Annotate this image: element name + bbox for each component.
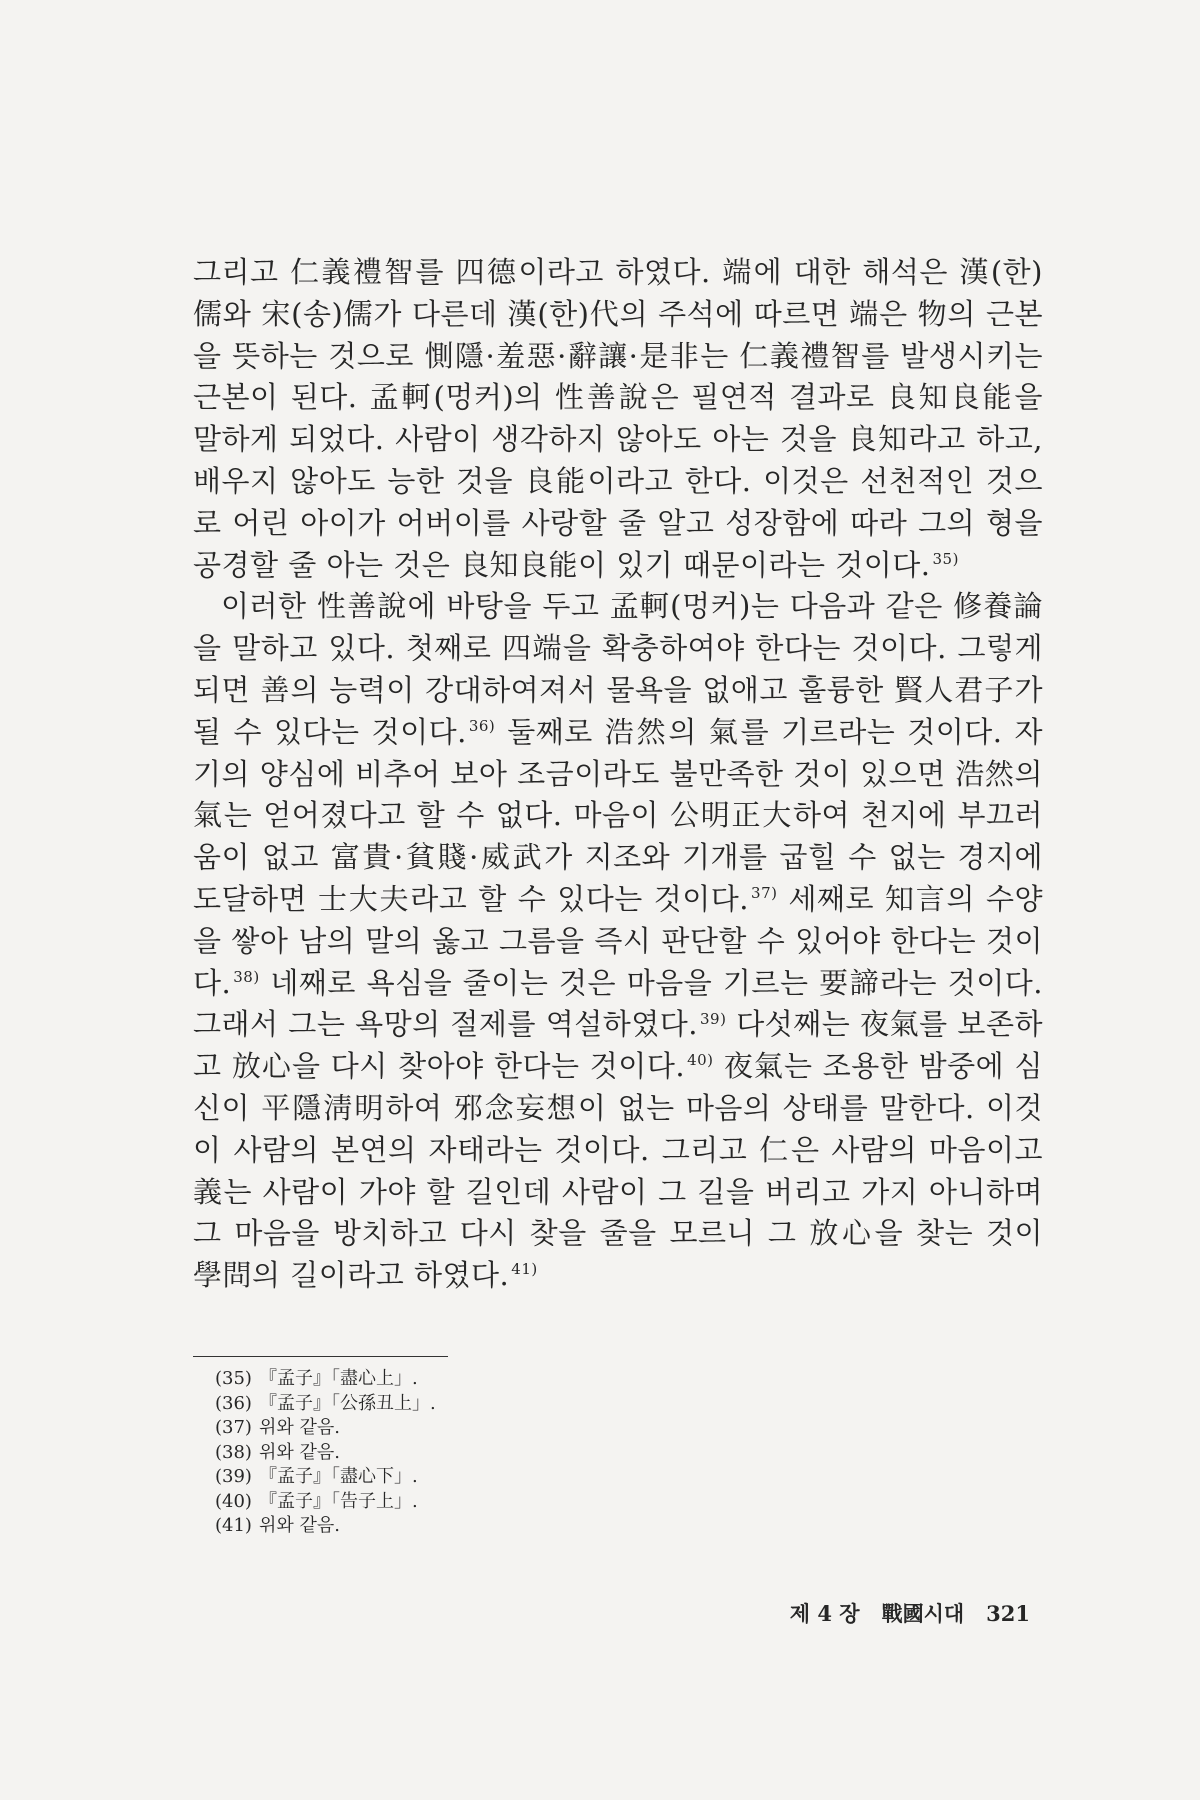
footnote-ref: 38): [233, 967, 260, 986]
footnote-number: (36): [215, 1392, 252, 1414]
chapter-label: 제 4 장: [789, 1601, 860, 1626]
footnote-ref: 37): [751, 884, 778, 903]
section-title: 戰國시대: [881, 1601, 965, 1626]
paragraph-1: [193, 252, 1043, 586]
footnote-number: (35): [215, 1368, 252, 1389]
footnote-number: (40): [215, 1490, 252, 1512]
footnote-text: 『孟子』「公孫丑上」.: [259, 1392, 436, 1414]
footnote-ref: 40): [687, 1051, 714, 1070]
paragraph-2: [193, 586, 1043, 1297]
footnote-ref: 36): [468, 717, 496, 736]
footnote-text: 위와 같음.: [259, 1441, 340, 1463]
footnote-item: [215, 1367, 815, 1392]
footnote-text: 『孟子』「告子上」.: [259, 1490, 418, 1512]
footnote-ref: 41): [511, 1260, 538, 1279]
footnote-text: 위와 같음.: [259, 1417, 340, 1438]
footnote-text: 『孟子』「盡心上」.: [259, 1368, 418, 1389]
paragraph-text: 세째로 知言의 수양을 쌓아 남의 말의 옳고 그름을 즉시 판단할 수 있어야 한다는 것이다.: [193, 881, 1043, 1000]
footnote-item: [215, 1490, 815, 1515]
footnote-text: 『孟子』「盡心下」.: [259, 1466, 418, 1487]
footnote-item: [215, 1416, 815, 1441]
footnote-ref: 39): [700, 1009, 727, 1028]
footnote-list: [215, 1367, 815, 1539]
paragraph-text: 夜氣는 조용한 밤중에 심신이 平隱淸明하여 邪念妄想이 없는 마음의 상태를 말한다. 이것이 사람의 본연의 자태라는 것이다. 그리고 仁은 사람의 마음이고 義는 사람이 가야 할 길인데 사람이 그 길을 버리고 가지 아니하며 그 마음을 방치하고 다시 찾을 줄을 모르니 그 放心을 찾는 것이 學問의 길이라고 하였다.: [193, 1049, 1043, 1293]
paragraph-text: 그리고 仁義禮智를 四德이라고 하였다. 端에 대한 해석은 漢(한)儒와 宋(송)儒가 다른데 漢(한)代의 주석에 따르면 端은 物의 근본을 뜻하는 것으로 惻隱·羞惡·辭讓·是非는 仁義禮智를 발생시키는 근본이 된다. 孟軻(멍커)의 性善說은 필연적 결과로 良知良能을 말하게 되었다. 사람이 생각하지 않아도 아는 것을 良知라고 하고, 배우지 않아도 능한 것을 良能이라고 한다. 이것은 선천적인 것으로 어린 아이가 어버이를 사랑할 줄 알고 성장함에 따라 그의 형을 공경할 줄 아는 것은 良知良能이 있기 때문이라는 것이다.: [193, 255, 1043, 582]
footnote-item: [215, 1514, 815, 1539]
footnote-divider: [193, 1356, 448, 1357]
footnote-item: [215, 1465, 815, 1490]
running-footer: [760, 1598, 1030, 1628]
footnote-item: [215, 1441, 815, 1466]
footnote-text: 위와 같음.: [259, 1515, 340, 1536]
footnote-item: [215, 1392, 815, 1417]
footnote-number: (38): [215, 1441, 252, 1463]
paragraph-text: 네째로 욕심을 줄이는 것은 마음을 기르는 要諦라는 것이다. 그래서 그는 욕망의 절제를 역설하였다.: [193, 965, 1043, 1042]
footnote-number: (39): [215, 1466, 252, 1487]
footnote-number: (37): [215, 1417, 252, 1438]
paragraph-text: 다섯째는 夜氣를 보존하고 放心을 다시 찾아야 한다는 것이다.: [193, 1007, 1043, 1084]
paragraph-text: 둘째로 浩然의 氣를 기르라는 것이다. 자기의 양심에 비추어 보아 조금이라도 불만족한 것이 있으면 浩然의 氣는 얻어졌다고 할 수 없다. 마음이 公明正大하여 천지에 부끄러움이 없고 富貴·貧賤·威武가 지조와 기개를 굽힐 수 없는 경지에 도달하면 士大夫라고 할 수 있다는 것이다.: [193, 714, 1043, 916]
footnote-number: (41): [215, 1515, 252, 1536]
page-number: 321: [986, 1601, 1030, 1626]
paragraph-text: 이러한 性善說에 바탕을 두고 孟軻(멍커)는 다음과 같은 修養論을 말하고 있다. 첫째로 四端을 확충하여야 한다는 것이다. 그렇게 되면 善의 능력이 강대하여져서 물욕을 없애고 훌륭한 賢人君子가 될 수 있다는 것이다.: [193, 589, 1043, 749]
main-text: [193, 252, 1043, 1297]
footnote-ref: 35): [932, 549, 959, 568]
